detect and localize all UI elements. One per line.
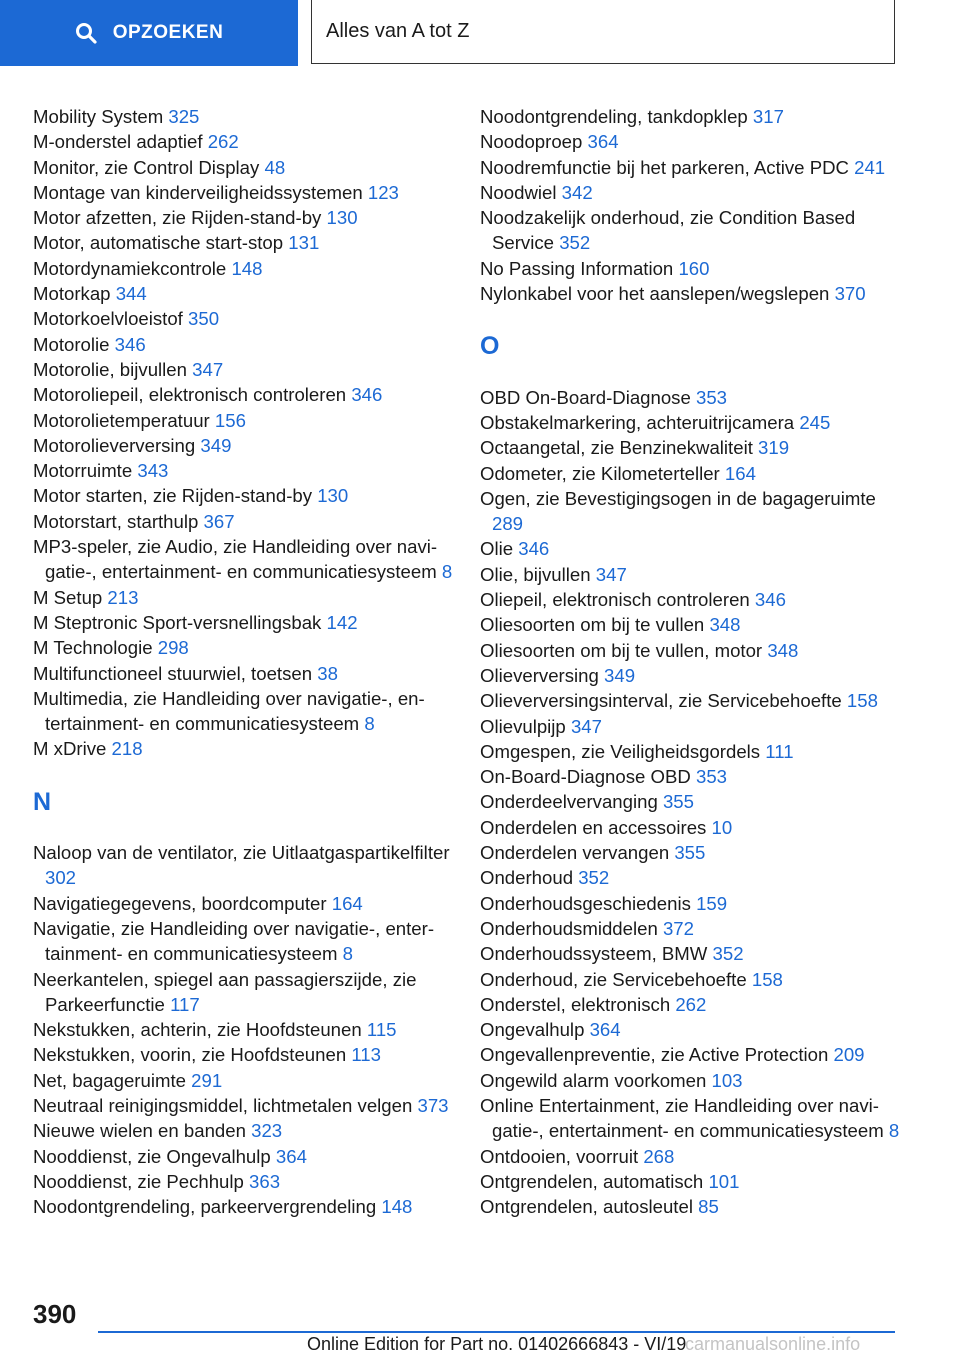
index-entry-text: Nieuwe wielen en banden bbox=[33, 1120, 246, 1142]
page-link[interactable]: 241 bbox=[854, 156, 886, 178]
page-link[interactable]: 348 bbox=[767, 639, 799, 661]
index-entry bbox=[33, 610, 458, 635]
index-entry-text: Ongevalhulp bbox=[480, 1019, 585, 1041]
index-entry bbox=[33, 483, 458, 508]
page-link[interactable]: 355 bbox=[674, 842, 706, 864]
index-entry bbox=[480, 486, 910, 537]
page-link[interactable]: 123 bbox=[367, 181, 399, 203]
page-link[interactable]: 10 bbox=[711, 816, 733, 838]
index-entry bbox=[480, 967, 910, 992]
page-link[interactable]: 117 bbox=[170, 993, 200, 1015]
index-entry bbox=[480, 385, 910, 410]
index-entry-text: Neerkantelen, spiegel aan passagierszijde, zie Parkeerfunctie bbox=[33, 968, 417, 1015]
index-entry-text: Nylonkabel voor het aanslepen/wegslepen bbox=[480, 283, 830, 305]
page-link[interactable]: 142 bbox=[326, 611, 358, 633]
index-entry-text: Motorolie bbox=[33, 333, 110, 355]
search-button[interactable] bbox=[0, 0, 298, 66]
index-entry-text: Nooddienst, zie Pechhulp bbox=[33, 1170, 244, 1192]
index-entry bbox=[33, 129, 458, 154]
index-entry-text: OBD On-Board-Diagnose bbox=[480, 386, 691, 408]
index-entry-text: Motor afzetten, zie Rijden-stand-by bbox=[33, 207, 322, 229]
page-link[interactable]: 350 bbox=[188, 308, 220, 330]
index-entry-text: Olie, bijvullen bbox=[480, 563, 591, 585]
page-link[interactable]: 363 bbox=[249, 1170, 281, 1192]
index-entry bbox=[480, 891, 910, 916]
page-link[interactable]: 346 bbox=[754, 589, 786, 611]
index-entry bbox=[480, 916, 910, 941]
index-entry bbox=[33, 281, 458, 306]
page-link[interactable]: 319 bbox=[758, 437, 790, 459]
edition-text: Online Edition for Part no. 01402666843 - VI/19 bbox=[307, 1334, 687, 1354]
page-link[interactable]: 131 bbox=[288, 232, 320, 254]
page-link[interactable]: 367 bbox=[203, 510, 235, 532]
index-entry-text: Neutraal reinigingsmiddel, lichtmetalen velgen bbox=[33, 1094, 413, 1116]
index-entry bbox=[480, 739, 910, 764]
index-entry bbox=[480, 714, 910, 739]
page-link[interactable]: 352 bbox=[578, 867, 610, 889]
index-entry-text: Motorkap bbox=[33, 283, 111, 305]
index-entry bbox=[33, 1068, 458, 1093]
page-link[interactable]: 115 bbox=[366, 1019, 397, 1041]
page-link[interactable]: 342 bbox=[561, 181, 593, 203]
page-link[interactable]: 130 bbox=[326, 207, 358, 229]
index-entry-text: Ontgrendelen, autosleutel bbox=[480, 1196, 693, 1218]
index-entry bbox=[33, 230, 458, 255]
page-link[interactable]: 344 bbox=[115, 283, 147, 305]
index-entry-text: Onderstel, elektronisch bbox=[480, 993, 671, 1015]
search-icon bbox=[75, 22, 97, 44]
page-link[interactable]: 8 bbox=[441, 561, 453, 583]
index-entry bbox=[33, 306, 458, 331]
index-entry bbox=[33, 967, 458, 1018]
section-letter: N bbox=[33, 787, 52, 816]
index-entry-text: Olie bbox=[480, 538, 514, 560]
page-link[interactable]: 218 bbox=[111, 738, 143, 760]
index-entry bbox=[480, 461, 910, 486]
index-entry bbox=[33, 357, 458, 382]
page-link[interactable]: 148 bbox=[381, 1196, 413, 1218]
index-entry bbox=[33, 205, 458, 230]
index-entry-text: Nekstukken, voorin, zie Hoofdsteunen bbox=[33, 1044, 347, 1066]
index-entry-text: Nekstukken, achterin, zie Hoofdsteunen bbox=[33, 1019, 362, 1041]
index-entry bbox=[33, 585, 458, 610]
watermark: carmanualsonline.info bbox=[685, 1334, 861, 1354]
index-entry bbox=[33, 1144, 458, 1169]
index-column-left bbox=[33, 104, 458, 1219]
index-entry-text: MP3-speler, zie Audio, zie Handleiding over navigatie-, entertainment- en communicatiesysteem bbox=[33, 536, 438, 583]
page-link[interactable]: 156 bbox=[214, 409, 246, 431]
search-button-label: OPZOEKEN bbox=[112, 22, 224, 43]
index-entry bbox=[480, 638, 910, 663]
index-entry bbox=[480, 688, 910, 713]
index-entry-text: Motorolie, bijvullen bbox=[33, 358, 187, 380]
page-link[interactable]: 101 bbox=[708, 1170, 740, 1192]
index-entry bbox=[480, 764, 910, 789]
page-link[interactable]: 8 bbox=[888, 1120, 900, 1142]
index-entry-text: Motor starten, zie Rijden-stand-by bbox=[33, 485, 313, 507]
index-entry-text: Motordynamiekcontrole bbox=[33, 257, 227, 279]
index-entry-text: Onderhoudsgeschiedenis bbox=[480, 892, 691, 914]
index-entry-text: Multimedia, zie Handleiding over navigatie-, entertainment- en communicatiesysteem bbox=[33, 687, 425, 735]
index-entry bbox=[480, 1093, 910, 1144]
index-entry bbox=[480, 612, 910, 637]
index-entry-text: Onderhoud, zie Servicebehoefte bbox=[480, 968, 747, 990]
page-link[interactable]: 164 bbox=[331, 892, 363, 914]
index-entry bbox=[33, 916, 458, 967]
index-entry bbox=[480, 536, 910, 561]
page-link[interactable]: 298 bbox=[157, 637, 189, 659]
page-link[interactable]: 111 bbox=[765, 740, 794, 762]
index-entry-text: Noodoproep bbox=[480, 131, 583, 153]
index-entry bbox=[33, 1169, 458, 1194]
index-entry-text: Ongevallenpreventie, zie Active Protection bbox=[480, 1044, 829, 1066]
index-entry bbox=[480, 410, 910, 435]
top-navigation bbox=[0, 0, 960, 66]
index-entry-text: Olievulpijp bbox=[480, 715, 566, 737]
index-entry-text: M xDrive bbox=[33, 738, 107, 760]
index-entry bbox=[480, 281, 910, 306]
index-entry bbox=[33, 1093, 458, 1118]
index-entry-text: Omgespen, zie Veiligheidsgordels bbox=[480, 740, 761, 762]
index-entry bbox=[33, 840, 458, 891]
index-entry-text: Onderhoudssysteem, BMW bbox=[480, 943, 708, 965]
index-entry-text: Motorolietemperatuur bbox=[33, 409, 210, 431]
index-entry-text: Navigatiegegevens, boordcomputer bbox=[33, 892, 327, 914]
index-entry-text: Olieverversing bbox=[480, 664, 599, 686]
index-entry bbox=[33, 635, 458, 660]
index-entry bbox=[480, 435, 910, 460]
index-entry-text: Oliesoorten om bij te vullen bbox=[480, 614, 705, 636]
index-entry bbox=[480, 155, 910, 180]
index-entry bbox=[480, 815, 910, 840]
index-entry-text: Onderhoud bbox=[480, 867, 574, 889]
index-entry bbox=[480, 256, 910, 281]
index-entry bbox=[33, 1017, 458, 1042]
page-link[interactable]: 159 bbox=[696, 892, 728, 914]
index-entry-text: Onderdelen en accessoires bbox=[480, 816, 707, 838]
index-entry-text: Onderhoudsmiddelen bbox=[480, 917, 658, 939]
index-entry-text: Oliesoorten om bij te vullen, motor bbox=[480, 639, 763, 661]
page-link[interactable]: 209 bbox=[833, 1044, 865, 1066]
footer-divider bbox=[98, 1331, 895, 1333]
page-link[interactable]: 373 bbox=[417, 1094, 449, 1116]
index-entry bbox=[33, 433, 458, 458]
page-link[interactable]: 323 bbox=[251, 1120, 283, 1142]
index-entry-text: Odometer, zie Kilometerteller bbox=[480, 462, 720, 484]
page-link[interactable]: 160 bbox=[678, 257, 710, 279]
index-entry-text: Multifunctioneel stuurwiel, toetsen bbox=[33, 662, 313, 684]
index-entry bbox=[480, 180, 910, 205]
index-entry bbox=[33, 256, 458, 281]
index-entry bbox=[480, 663, 910, 688]
index-entry bbox=[480, 1042, 910, 1067]
index-entry bbox=[480, 840, 910, 865]
index-entry bbox=[33, 1042, 458, 1067]
index-entry-text: No Passing Information bbox=[480, 257, 674, 279]
page-link[interactable]: 349 bbox=[200, 434, 232, 456]
index-entry-text: Octaangetal, zie Benzinekwaliteit bbox=[480, 437, 753, 459]
page-link[interactable]: 370 bbox=[834, 283, 866, 305]
page-link[interactable]: 343 bbox=[137, 460, 169, 482]
page-link[interactable]: 347 bbox=[595, 563, 627, 585]
index-entry-text: On-Board-Diagnose OBD bbox=[480, 766, 691, 788]
index-entry-text: Ontdooien, voorruit bbox=[480, 1145, 639, 1167]
index-entry bbox=[480, 129, 910, 154]
index-entry bbox=[33, 534, 458, 585]
index-entry-text: Nooddienst, zie Ongevalhulp bbox=[33, 1145, 271, 1167]
index-entry bbox=[33, 408, 458, 433]
page-link[interactable]: 347 bbox=[570, 715, 602, 737]
index-entry-text: Noodremfunctie bij het parkeren, Active PDC bbox=[480, 156, 849, 178]
page-link[interactable]: 325 bbox=[168, 106, 200, 127]
index-entry-text: Onderdeelvervanging bbox=[480, 791, 658, 813]
index-entry-text: Monitor, zie Control Display bbox=[33, 156, 260, 178]
page-link[interactable]: 8 bbox=[342, 943, 353, 965]
index-entry-text: Oliepeil, elektronisch controleren bbox=[480, 589, 750, 611]
index-column-right bbox=[480, 104, 910, 1219]
index-entry bbox=[33, 458, 458, 483]
index-entry bbox=[33, 332, 458, 357]
index-entry-text: Motor, automatische start-stop bbox=[33, 232, 284, 254]
index-entry-text: Noodontgrendeling, parkeervergrendeling bbox=[33, 1196, 377, 1218]
index-entry bbox=[480, 562, 910, 587]
index-entry-text: Ongewild alarm voorkomen bbox=[480, 1069, 707, 1091]
page-link[interactable]: 48 bbox=[264, 156, 286, 178]
page-link[interactable]: 148 bbox=[231, 257, 263, 279]
index-entry bbox=[33, 686, 458, 737]
index-entry-text: Motorruimte bbox=[33, 460, 133, 482]
index-entry-text: Montage van kinderveiligheidssystemen bbox=[33, 181, 363, 203]
page-link[interactable]: 103 bbox=[711, 1069, 743, 1091]
page-link[interactable]: 352 bbox=[712, 943, 744, 965]
page-link[interactable]: 346 bbox=[351, 384, 383, 406]
page-link[interactable]: 291 bbox=[191, 1069, 223, 1091]
index-entry bbox=[33, 891, 458, 916]
index-entry-text: Online Entertainment, zie Handleiding over navigatie-, entertainment- en communicatiesysteem bbox=[480, 1094, 884, 1142]
page-link[interactable]: 346 bbox=[114, 333, 146, 355]
index-entry-text: M Steptronic Sport-versnellingsbak bbox=[33, 611, 322, 633]
page-link[interactable]: 158 bbox=[751, 968, 783, 990]
page-number: 390 bbox=[33, 1299, 77, 1329]
page-link[interactable]: 8 bbox=[364, 713, 375, 735]
index-entry-text: Mobility System bbox=[33, 106, 164, 127]
page-link[interactable]: 38 bbox=[317, 662, 338, 684]
index-entry bbox=[33, 509, 458, 534]
page-link[interactable]: 364 bbox=[589, 1019, 621, 1041]
index-entry-text: Ogen, zie Bevestigingsogen in de bagageruimte bbox=[480, 487, 876, 509]
index-entry bbox=[33, 180, 458, 205]
page-link[interactable]: 262 bbox=[675, 993, 707, 1015]
index-entry bbox=[480, 941, 910, 966]
section-letter: O bbox=[480, 332, 500, 361]
index-entry bbox=[33, 382, 458, 407]
page-link[interactable]: 355 bbox=[662, 791, 694, 813]
page-link[interactable]: 317 bbox=[752, 106, 784, 127]
index-entry-text: Olieverversingsinterval, zie Servicebehoefte bbox=[480, 690, 842, 712]
index-entry bbox=[33, 1194, 458, 1219]
index-entry bbox=[33, 1118, 458, 1143]
page-link[interactable]: 364 bbox=[587, 131, 619, 153]
index-entry-text: M Technologie bbox=[33, 637, 153, 659]
page-link[interactable]: 85 bbox=[698, 1196, 719, 1218]
index-entry-text: M Setup bbox=[33, 586, 103, 608]
section-title bbox=[311, 0, 895, 64]
page-link[interactable]: 302 bbox=[45, 867, 77, 889]
index-entry bbox=[480, 865, 910, 890]
page-link[interactable]: 113 bbox=[351, 1044, 381, 1066]
index-entry bbox=[33, 661, 458, 686]
page-link[interactable]: 353 bbox=[696, 386, 728, 408]
page-link[interactable]: 213 bbox=[107, 586, 139, 608]
index-entry-text: Obstakelmarkering, achteruitrijcamera bbox=[480, 411, 795, 433]
index-entry bbox=[480, 1017, 910, 1042]
page-link[interactable]: 353 bbox=[696, 766, 728, 788]
page-link[interactable]: 346 bbox=[518, 538, 550, 560]
page-link[interactable]: 164 bbox=[724, 462, 756, 484]
page-link[interactable]: 364 bbox=[275, 1145, 307, 1167]
page-link[interactable]: 268 bbox=[643, 1145, 675, 1167]
page-link[interactable]: 158 bbox=[846, 690, 878, 712]
index-entry-text: Motoroliepeil, elektronisch controleren bbox=[33, 384, 347, 406]
index-entry-text: Motorkoelvloeistof bbox=[33, 308, 183, 330]
index-entry bbox=[480, 1194, 910, 1219]
index-entry bbox=[33, 155, 458, 180]
index-entry bbox=[480, 1144, 910, 1169]
index-entry-text: Ontgrendelen, automatisch bbox=[480, 1170, 704, 1192]
index-entry-text: Naloop van de ventilator, zie Uitlaatgaspartikelfilter bbox=[33, 842, 450, 864]
page-link[interactable]: 352 bbox=[559, 232, 591, 254]
index-entry-text: Navigatie, zie Handleiding over navigatie-, entertainment- en communicatiesysteem bbox=[33, 917, 435, 965]
page-link[interactable]: 347 bbox=[192, 358, 224, 380]
index-entry bbox=[480, 1068, 910, 1093]
section-title-text: Alles van A tot Z bbox=[326, 20, 470, 42]
index-entry-text: Noodontgrendeling, tankdopklep bbox=[480, 106, 748, 127]
page-link[interactable]: 130 bbox=[317, 485, 349, 507]
page-link[interactable]: 349 bbox=[604, 664, 636, 686]
index-entry bbox=[480, 587, 910, 612]
index-entry-text: Noodwiel bbox=[480, 181, 557, 203]
index-entry-text: Net, bagageruimte bbox=[33, 1069, 186, 1091]
index-entry bbox=[33, 736, 458, 761]
index-entry bbox=[480, 992, 910, 1017]
page-link[interactable]: 348 bbox=[709, 614, 741, 636]
index-entry-text: M-onderstel adaptief bbox=[33, 131, 203, 153]
page-link[interactable]: 289 bbox=[492, 513, 524, 535]
index-entry bbox=[480, 205, 910, 256]
index-entry-text: Motorolieverversing bbox=[33, 434, 196, 456]
index-entry bbox=[480, 104, 910, 129]
page-link[interactable]: 372 bbox=[662, 917, 694, 939]
page-link[interactable]: 245 bbox=[799, 411, 831, 433]
page-link[interactable]: 262 bbox=[207, 131, 239, 153]
index-entry-text: Onderdelen vervangen bbox=[480, 842, 670, 864]
index-entry-text: Noodzakelijk onderhoud, zie Condition Based Service bbox=[480, 207, 856, 254]
index-entry-text: Motorstart, starthulp bbox=[33, 510, 199, 532]
index-entry bbox=[480, 789, 910, 814]
index-entry bbox=[33, 104, 458, 129]
index-entry bbox=[480, 1169, 910, 1194]
